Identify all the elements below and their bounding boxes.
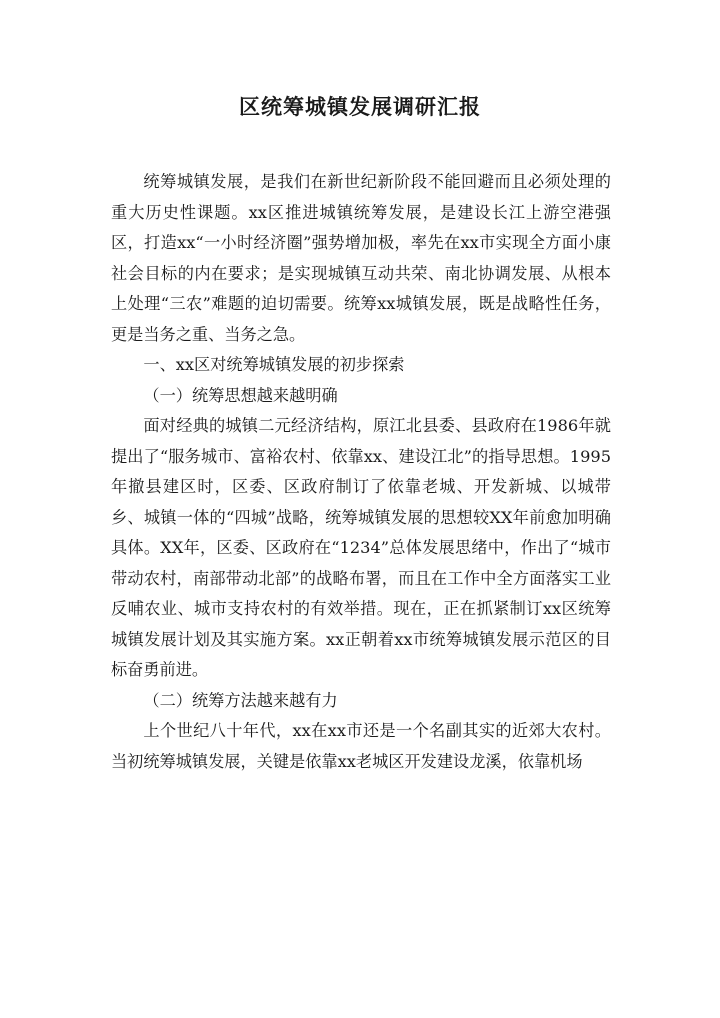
section-heading-1: 一、xx区对统筹城镇发展的初步探索 bbox=[143, 355, 405, 374]
paragraph-body-1: 面对经典的城镇二元经济结构，原江北县委、县政府在1986年就提出了“服务城市、富裕农村、依靠xx、建设江北”的指导思想。1995年撤县建区时，区委、区政府制订了依靠老城、开发新城、以城带乡、城镇一体的“四城”战略，统筹城镇发展的思想较XX年前愈加明确具体。XX年，区委、区政府在“1234”总体发展思绪中，作出了“城市带动农村，南部带动北部”的战略布署，而且在工作中全方面落实工业反哺农业、城市支持农村的有效举措。现在，正在抓紧制订xx区统筹城镇发展计划及其实施方案。xx正朝着xx市统筹城镇发展示范区的目标奋勇前进。 bbox=[111, 416, 611, 679]
document-title: 区统筹城镇发展调研汇报 bbox=[239, 94, 481, 119]
paragraph-body-2: 上个世纪八十年代，xx在xx市还是一个名副其实的近郊大农村。当初统筹城镇发展，关键是依靠xx老城区开发建设龙溪，依靠机场 bbox=[111, 721, 611, 771]
subsection-heading-1: （一）统筹思想越来越明确 bbox=[143, 385, 338, 405]
document-body bbox=[111, 167, 611, 777]
subsection-heading-2: （二）统筹方法越来越有力 bbox=[143, 690, 338, 710]
paragraph-intro: 统筹城镇发展，是我们在新世纪新阶段不能回避而且必须处理的重大历史性课题。xx区推进城镇统筹发展，是建设长江上游空港强区，打造xx“一小时经济圈”强势增加极，率先在xx市实现全方面小康社会目标的内在要求；是实现城镇互动共荣、南北协调发展、从根本上处理“三农”难题的迫切需要。统筹xx城镇发展，既是战略性任务，更是当务之重、当务之急。 bbox=[111, 172, 611, 344]
